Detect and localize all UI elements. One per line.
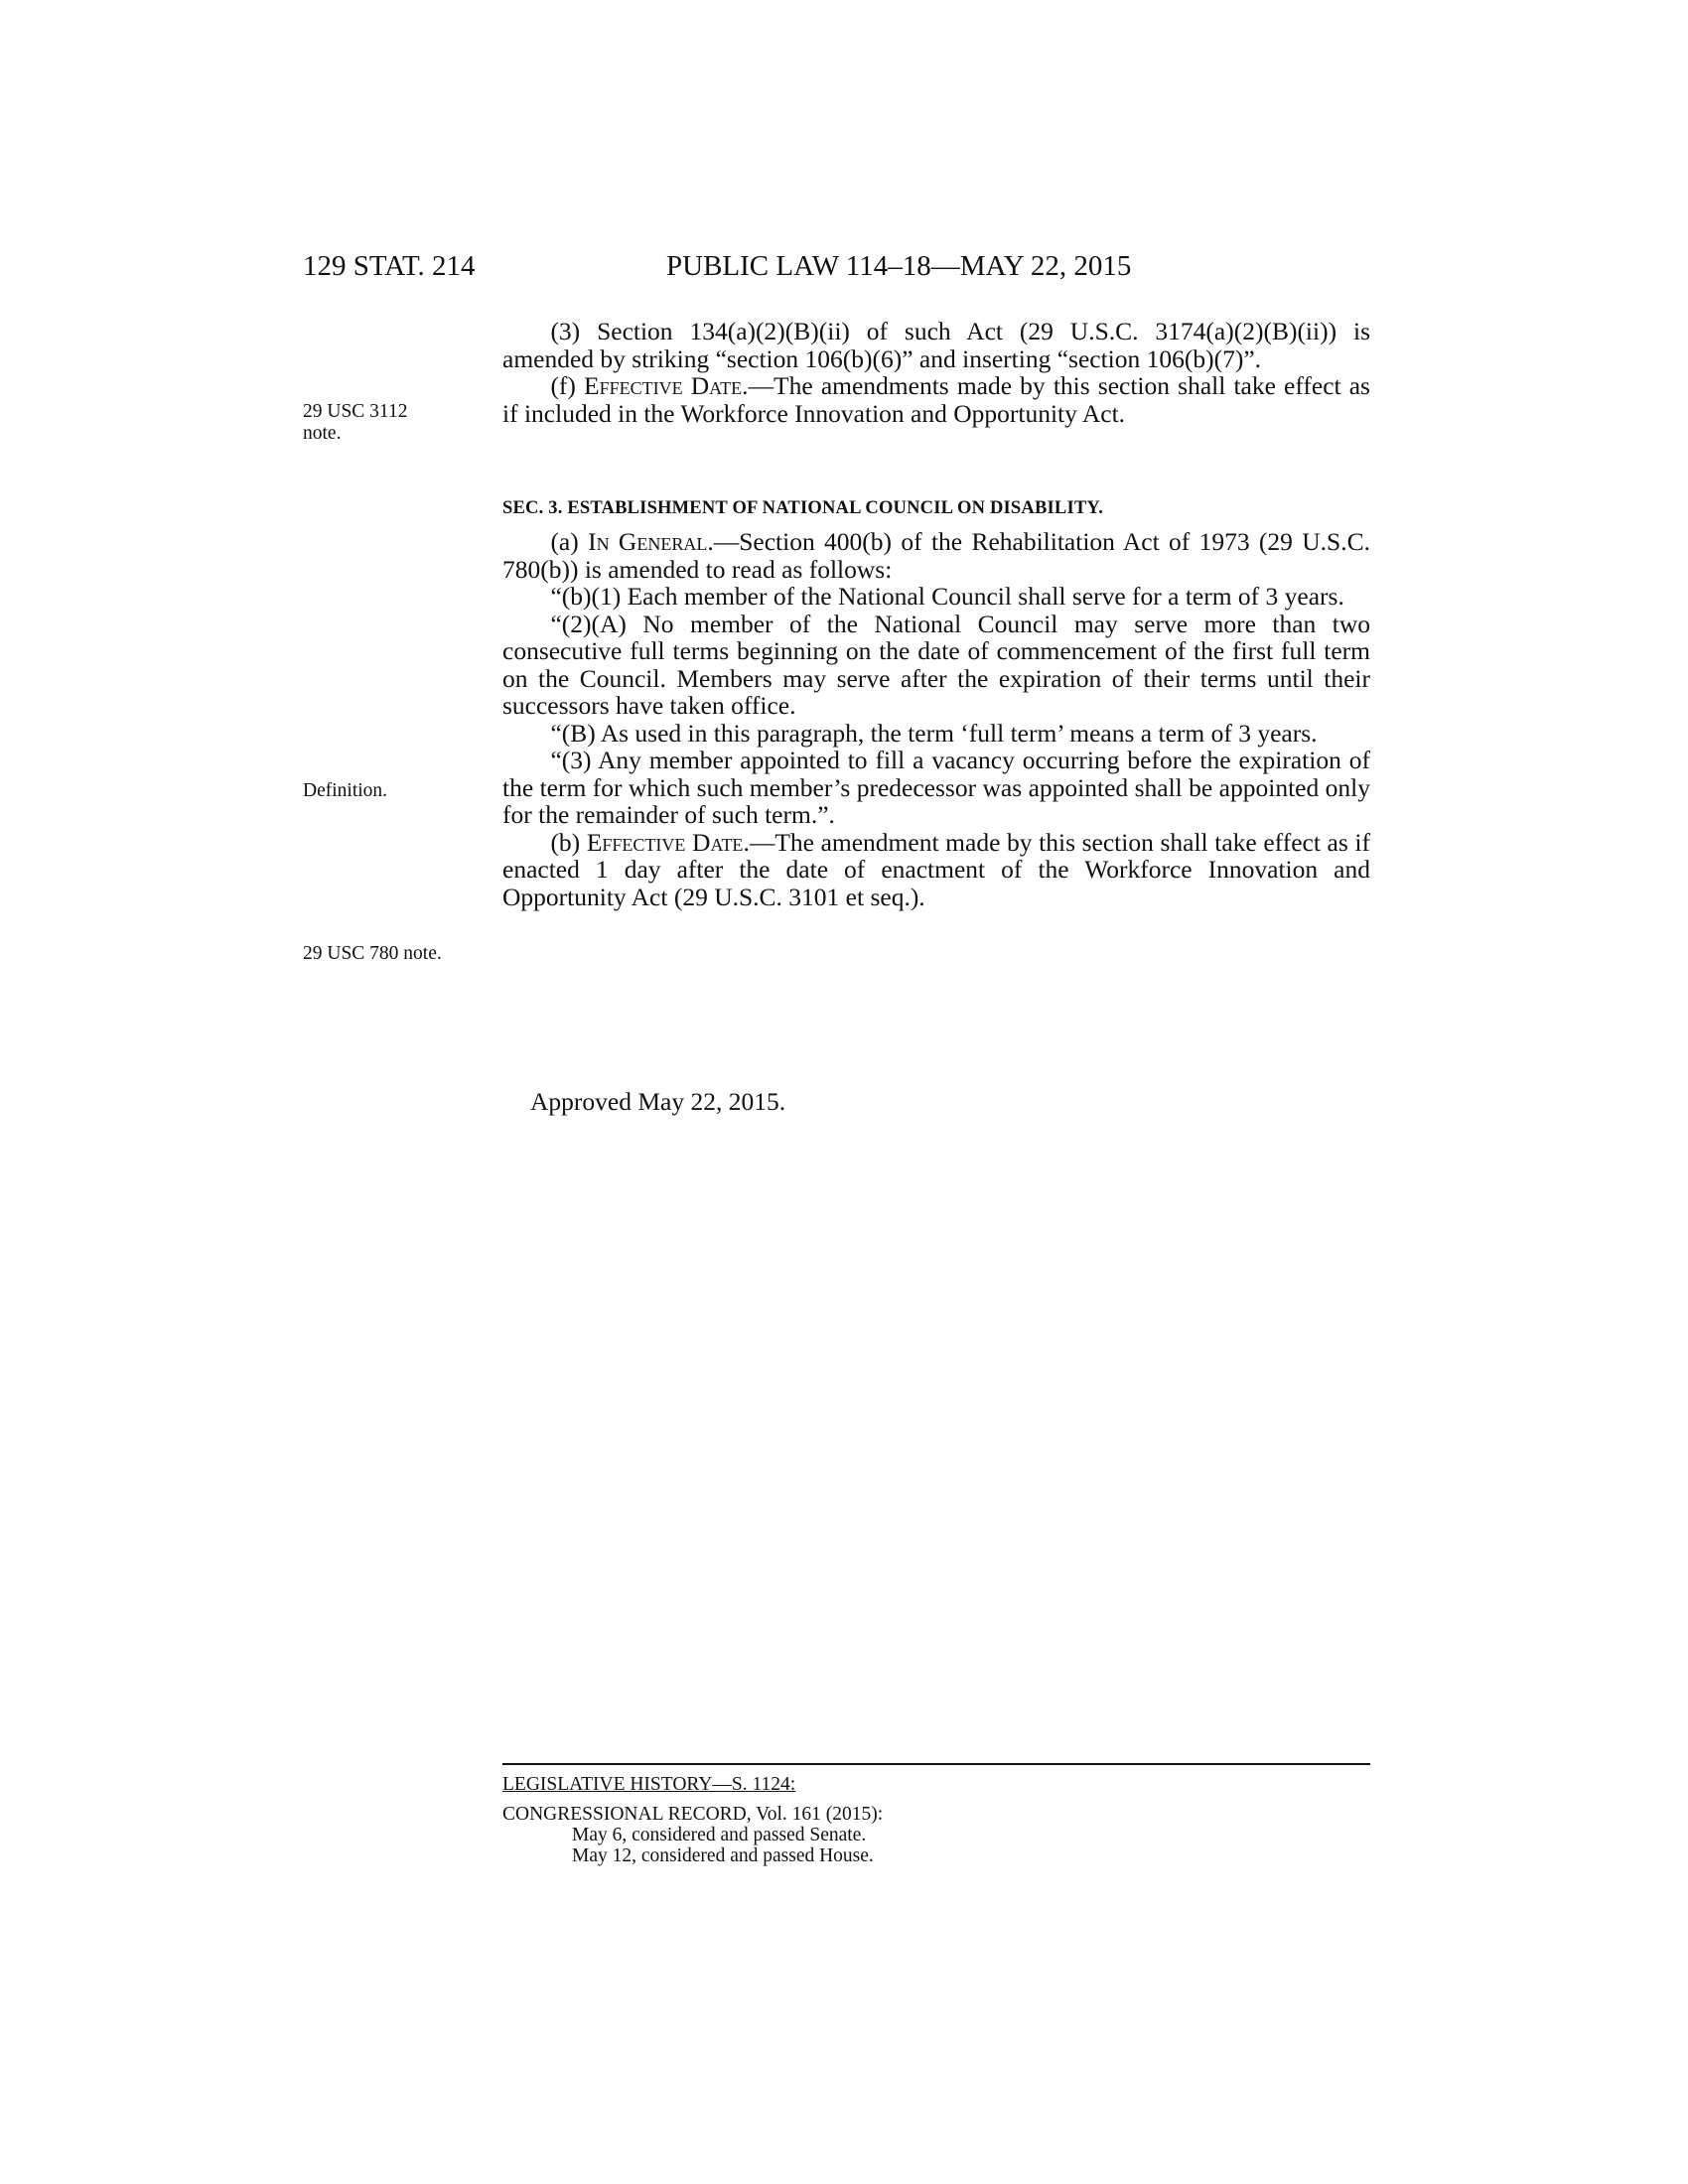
section-3-body bbox=[502, 528, 1370, 910]
history-divider bbox=[502, 1763, 1370, 1765]
quoted-paragraph-b: “(B) As used in this paragraph, the term ‘full term’ means a term of 3 years. bbox=[550, 718, 1318, 748]
section-3-heading: SEC. 3. ESTABLISHMENT OF NATIONAL COUNCIL ON DISABILITY. bbox=[502, 498, 1104, 518]
margin-note-usc-780: 29 USC 780 note. bbox=[303, 943, 442, 964]
quoted-paragraph-b1: “(b)(1) Each member of the National Council shall serve for a term of 3 years. bbox=[550, 582, 1344, 611]
approval-line: Approved May 22, 2015. bbox=[530, 1087, 786, 1116]
paragraph-text: .—The amendment made by this section shall take effect as if enacted 1 day after the date of enactment of the Workforce Innovation and Opportunity Act (29 U.S.C. 3101 et seq.). bbox=[502, 827, 1370, 911]
subsection-b-effective-date bbox=[502, 829, 1370, 911]
margin-note-definition: Definition. bbox=[303, 780, 388, 801]
running-header bbox=[303, 250, 1370, 290]
margin-note-usc-3112 bbox=[303, 401, 407, 445]
paragraph-text: .—The amendments made by this section shall take effect as if included in the Workforce Innovation and Opportunity Act. bbox=[502, 371, 1370, 428]
history-entry: May 6, considered and passed Senate. bbox=[572, 1825, 867, 1845]
paragraph-label: (b) bbox=[550, 827, 587, 857]
statute-page-reference: 129 STAT. 214 bbox=[303, 250, 476, 282]
history-title: LEGISLATIVE HISTORY—S. 1124: bbox=[502, 1774, 796, 1795]
congressional-record: CONGRESSIONAL RECORD, Vol. 161 (2015): bbox=[502, 1804, 884, 1825]
margin-note-line: note. bbox=[303, 423, 342, 444]
quoted-paragraph-3: “(3) Any member appointed to fill a vacancy occurring before the expiration of the term for which such member’s predecessor was appointed shall be appointed only for the remainder of such term.”. bbox=[502, 746, 1370, 829]
margin-note-line: 29 USC 3112 bbox=[303, 401, 408, 422]
section-2-continuation bbox=[502, 318, 1370, 427]
legislative-history bbox=[502, 1763, 1370, 1866]
paragraph-label: (a) bbox=[550, 527, 589, 556]
paragraph-caption: Effective Date bbox=[584, 371, 743, 400]
subsection-a-in-general bbox=[502, 528, 1370, 583]
quoted-paragraph-2a: “(2)(A) No member of the National Council may serve more than two consecutive full terms beginning on the date of commencement of the first full term on the Council. Members may serve after the expiration of their terms until their successors have taken office. bbox=[502, 609, 1370, 720]
paragraph-3: (3) Section 134(a)(2)(B)(ii) of such Act (29 U.S.C. 3174(a)(2)(B)(ii)) is amended by striking “section 106(b)(6)” and inserting “section 106(b)(7)”. bbox=[502, 317, 1370, 373]
paragraph-text: .—Section 400(b) of the Rehabilitation Act of 1973 (29 U.S.C. 780(b)) is amended to read as follows: bbox=[502, 527, 1370, 584]
history-entry: May 12, considered and passed House. bbox=[572, 1845, 874, 1866]
paragraph-caption: Effective Date bbox=[586, 827, 744, 857]
paragraph-label: (f) bbox=[550, 371, 585, 400]
paragraph-f-effective-date bbox=[502, 372, 1370, 427]
paragraph-caption: In General bbox=[588, 527, 708, 556]
public-law-title: PUBLIC LAW 114–18—MAY 22, 2015 bbox=[666, 250, 1132, 282]
